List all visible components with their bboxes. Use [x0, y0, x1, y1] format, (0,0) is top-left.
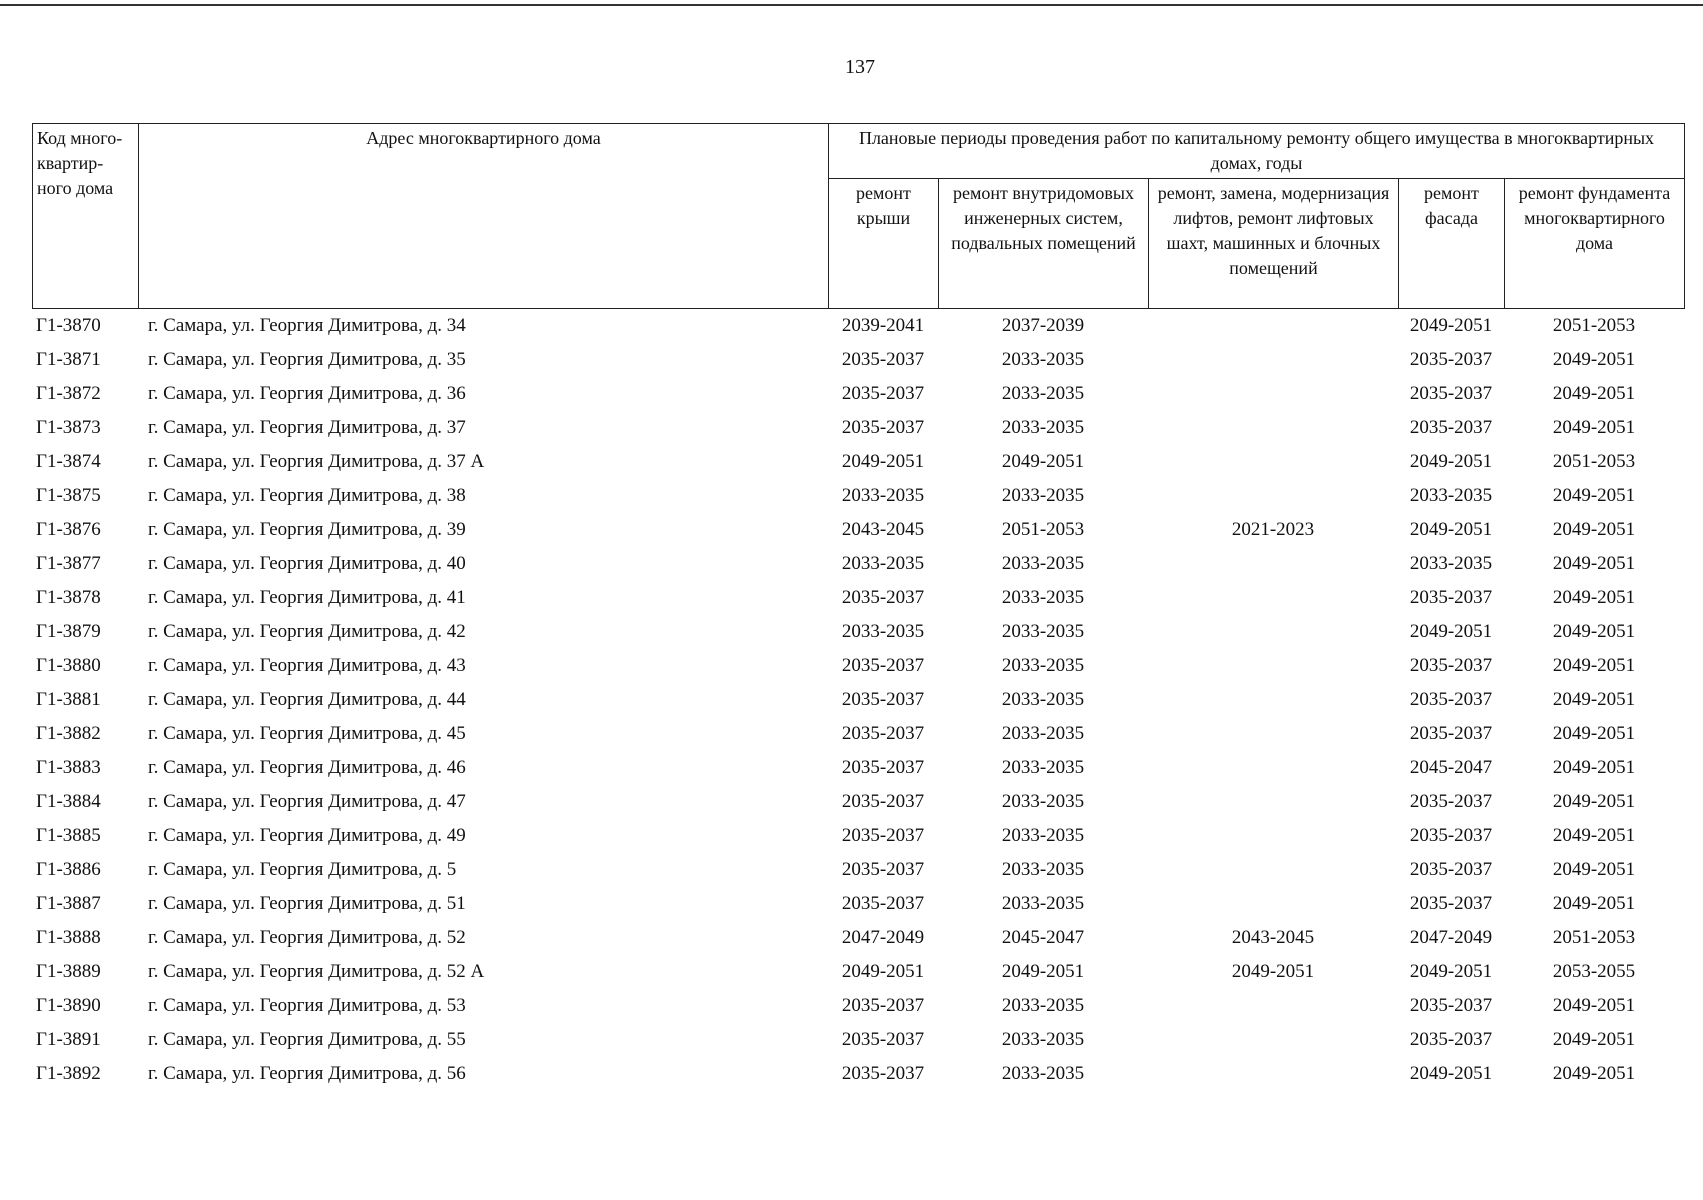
cell-foundation: 2051-2053 — [1552, 927, 1636, 948]
cell-lifts — [1148, 717, 1398, 751]
cell-code: Г1-3880 — [36, 655, 101, 676]
cell-address: г. Самара, ул. Георгия Димитрова, д. 35 — [148, 349, 466, 370]
cell-systems: 2037-2039 — [1001, 315, 1085, 336]
cell-foundation: 2049-2051 — [1552, 383, 1636, 404]
cell-roof: 2049-2051 — [841, 961, 925, 982]
cell-foundation: 2049-2051 — [1552, 859, 1636, 880]
cell-address: г. Самара, ул. Георгия Димитрова, д. 43 — [148, 655, 466, 676]
cell-address: г. Самара, ул. Георгия Димитрова, д. 52 — [148, 927, 466, 948]
cell-facade: 2035-2037 — [1409, 417, 1493, 438]
cell-systems: 2033-2035 — [1001, 383, 1085, 404]
cell-lifts — [1148, 853, 1398, 887]
table-row — [32, 343, 1684, 377]
cell-code: Г1-3888 — [36, 927, 101, 948]
cell-systems: 2033-2035 — [1001, 791, 1085, 812]
cell-lifts: 2049-2051 — [1231, 961, 1315, 982]
cell-address: г. Самара, ул. Георгия Димитрова, д. 37 А — [148, 451, 485, 472]
cell-roof: 2033-2035 — [841, 485, 925, 506]
cell-facade: 2035-2037 — [1409, 383, 1493, 404]
cell-foundation: 2051-2053 — [1552, 451, 1636, 472]
cell-facade: 2035-2037 — [1409, 723, 1493, 744]
cell-systems: 2033-2035 — [1001, 655, 1085, 676]
cell-foundation: 2053-2055 — [1552, 961, 1636, 982]
cell-facade: 2035-2037 — [1409, 995, 1493, 1016]
table-row — [32, 445, 1684, 479]
cell-code: Г1-3892 — [36, 1063, 101, 1084]
cell-systems: 2033-2035 — [1001, 859, 1085, 880]
cell-foundation: 2049-2051 — [1552, 417, 1636, 438]
cell-lifts — [1148, 887, 1398, 921]
header-facade: ремонт фасада — [1399, 179, 1505, 309]
cell-roof: 2035-2037 — [841, 349, 925, 370]
cell-facade: 2045-2047 — [1409, 757, 1493, 778]
cell-roof: 2035-2037 — [841, 417, 925, 438]
cell-address: г. Самара, ул. Георгия Димитрова, д. 45 — [148, 723, 466, 744]
table-body — [32, 309, 1684, 1091]
cell-address: г. Самара, ул. Георгия Димитрова, д. 46 — [148, 757, 466, 778]
cell-systems: 2045-2047 — [1001, 927, 1085, 948]
cell-roof: 2033-2035 — [841, 621, 925, 642]
cell-systems: 2033-2035 — [1001, 893, 1085, 914]
table-row — [32, 785, 1684, 819]
cell-foundation: 2049-2051 — [1552, 621, 1636, 642]
cell-code: Г1-3890 — [36, 995, 101, 1016]
table-row — [32, 1057, 1684, 1091]
cell-foundation: 2051-2053 — [1552, 315, 1636, 336]
cell-facade: 2035-2037 — [1409, 825, 1493, 846]
cell-facade: 2049-2051 — [1409, 961, 1493, 982]
table-row — [32, 853, 1684, 887]
cell-foundation: 2049-2051 — [1552, 995, 1636, 1016]
cell-roof: 2035-2037 — [841, 587, 925, 608]
cell-systems: 2033-2035 — [1001, 825, 1085, 846]
table-row — [32, 989, 1684, 1023]
cell-roof: 2035-2037 — [841, 859, 925, 880]
cell-address: г. Самара, ул. Георгия Димитрова, д. 44 — [148, 689, 466, 710]
cell-foundation: 2049-2051 — [1552, 723, 1636, 744]
cell-lifts — [1148, 751, 1398, 785]
cell-address: г. Самара, ул. Георгия Димитрова, д. 49 — [148, 825, 466, 846]
cell-roof: 2035-2037 — [841, 995, 925, 1016]
cell-address: г. Самара, ул. Георгия Димитрова, д. 40 — [148, 553, 466, 574]
capital-repair-table — [32, 123, 1684, 1091]
cell-code: Г1-3881 — [36, 689, 101, 710]
cell-facade: 2035-2037 — [1409, 689, 1493, 710]
cell-roof: 2039-2041 — [841, 315, 925, 336]
cell-lifts — [1148, 1057, 1398, 1091]
cell-code: Г1-3884 — [36, 791, 101, 812]
cell-systems: 2033-2035 — [1001, 553, 1085, 574]
cell-foundation: 2049-2051 — [1552, 1063, 1636, 1084]
cell-code: Г1-3883 — [36, 757, 101, 778]
cell-facade: 2033-2035 — [1409, 485, 1493, 506]
cell-lifts — [1148, 581, 1398, 615]
cell-facade: 2049-2051 — [1409, 315, 1493, 336]
cell-code: Г1-3882 — [36, 723, 101, 744]
cell-lifts — [1148, 649, 1398, 683]
cell-facade: 2035-2037 — [1409, 587, 1493, 608]
cell-code: Г1-3876 — [36, 519, 101, 540]
cell-systems: 2033-2035 — [1001, 1029, 1085, 1050]
cell-roof: 2035-2037 — [841, 1029, 925, 1050]
cell-roof: 2047-2049 — [841, 927, 925, 948]
cell-roof: 2035-2037 — [841, 383, 925, 404]
cell-foundation: 2049-2051 — [1552, 689, 1636, 710]
cell-foundation: 2049-2051 — [1552, 553, 1636, 574]
cell-lifts — [1148, 1023, 1398, 1057]
cell-systems: 2033-2035 — [1001, 689, 1085, 710]
cell-facade: 2035-2037 — [1409, 1029, 1493, 1050]
cell-address: г. Самара, ул. Георгия Димитрова, д. 41 — [148, 587, 466, 608]
cell-lifts — [1148, 819, 1398, 853]
cell-lifts — [1148, 615, 1398, 649]
cell-code: Г1-3877 — [36, 553, 101, 574]
cell-address: г. Самара, ул. Георгия Димитрова, д. 52 А — [148, 961, 485, 982]
table-row — [32, 547, 1684, 581]
cell-address: г. Самара, ул. Георгия Димитрова, д. 51 — [148, 893, 466, 914]
cell-lifts — [1148, 411, 1398, 445]
cell-systems: 2051-2053 — [1001, 519, 1085, 540]
table-row — [32, 683, 1684, 717]
table-row — [32, 887, 1684, 921]
cell-roof: 2035-2037 — [841, 825, 925, 846]
cell-code: Г1-3878 — [36, 587, 101, 608]
cell-code: Г1-3871 — [36, 349, 101, 370]
table-row — [32, 649, 1684, 683]
cell-roof: 2035-2037 — [841, 689, 925, 710]
table-row — [32, 309, 1684, 343]
cell-lifts — [1148, 547, 1398, 581]
cell-lifts — [1148, 343, 1398, 377]
cell-systems: 2033-2035 — [1001, 723, 1085, 744]
cell-address: г. Самара, ул. Георгия Димитрова, д. 34 — [148, 315, 466, 336]
cell-facade: 2035-2037 — [1409, 655, 1493, 676]
cell-systems: 2049-2051 — [1001, 451, 1085, 472]
cell-roof: 2049-2051 — [841, 451, 925, 472]
table-row — [32, 955, 1684, 989]
cell-roof: 2035-2037 — [841, 723, 925, 744]
cell-lifts — [1148, 377, 1398, 411]
cell-facade: 2035-2037 — [1409, 859, 1493, 880]
page-number: 137 — [845, 56, 875, 78]
cell-address: г. Самара, ул. Георгия Димитрова, д. 39 — [148, 519, 466, 540]
cell-lifts — [1148, 785, 1398, 819]
header-systems: ремонт внутридомовых инженерных систем, подвальных помещений — [939, 179, 1149, 309]
cell-systems: 2033-2035 — [1001, 349, 1085, 370]
header-foundation: ремонт фундамента многоквартирного дома — [1505, 179, 1685, 309]
cell-code: Г1-3889 — [36, 961, 101, 982]
cell-facade: 2049-2051 — [1409, 451, 1493, 472]
cell-code: Г1-3870 — [36, 315, 101, 336]
cell-address: г. Самара, ул. Георгия Димитрова, д. 53 — [148, 995, 466, 1016]
cell-foundation: 2049-2051 — [1552, 349, 1636, 370]
table-row — [32, 921, 1684, 955]
cell-facade: 2049-2051 — [1409, 1063, 1493, 1084]
cell-foundation: 2049-2051 — [1552, 825, 1636, 846]
table-row — [32, 751, 1684, 785]
top-rule — [0, 4, 1703, 6]
cell-code: Г1-3875 — [36, 485, 101, 506]
cell-address: г. Самара, ул. Георгия Димитрова, д. 47 — [148, 791, 466, 812]
cell-roof: 2035-2037 — [841, 655, 925, 676]
cell-systems: 2049-2051 — [1001, 961, 1085, 982]
cell-code: Г1-3885 — [36, 825, 101, 846]
header-address: Адрес многоквартирного дома — [139, 124, 829, 309]
header-periods: Плановые периоды проведения работ по капитальному ремонту общего имущества в многоквартирных домах, годы — [829, 124, 1685, 179]
cell-foundation: 2049-2051 — [1552, 893, 1636, 914]
table-row — [32, 411, 1684, 445]
cell-systems: 2033-2035 — [1001, 995, 1085, 1016]
cell-lifts — [1148, 309, 1398, 343]
cell-code: Г1-3879 — [36, 621, 101, 642]
cell-roof: 2035-2037 — [841, 757, 925, 778]
cell-address: г. Самара, ул. Георгия Димитрова, д. 37 — [148, 417, 466, 438]
header-roof: ремонт крыши — [829, 179, 939, 309]
cell-facade: 2047-2049 — [1409, 927, 1493, 948]
cell-facade: 2035-2037 — [1409, 791, 1493, 812]
cell-address: г. Самара, ул. Георгия Димитрова, д. 36 — [148, 383, 466, 404]
table-row — [32, 819, 1684, 853]
header-code: Код много-квартир-ного дома — [33, 124, 139, 309]
cell-roof: 2035-2037 — [841, 1063, 925, 1084]
cell-foundation: 2049-2051 — [1552, 1029, 1636, 1050]
cell-foundation: 2049-2051 — [1552, 655, 1636, 676]
cell-roof: 2043-2045 — [841, 519, 925, 540]
cell-lifts — [1148, 445, 1398, 479]
cell-roof: 2035-2037 — [841, 791, 925, 812]
cell-systems: 2033-2035 — [1001, 757, 1085, 778]
cell-lifts: 2021-2023 — [1231, 519, 1315, 540]
cell-systems: 2033-2035 — [1001, 1063, 1085, 1084]
cell-address: г. Самара, ул. Георгия Димитрова, д. 55 — [148, 1029, 466, 1050]
cell-systems: 2033-2035 — [1001, 621, 1085, 642]
cell-address: г. Самара, ул. Георгия Димитрова, д. 5 — [148, 859, 457, 880]
cell-foundation: 2049-2051 — [1552, 485, 1636, 506]
table-row — [32, 615, 1684, 649]
cell-facade: 2033-2035 — [1409, 553, 1493, 574]
cell-foundation: 2049-2051 — [1552, 587, 1636, 608]
cell-foundation: 2049-2051 — [1552, 791, 1636, 812]
cell-code: Г1-3874 — [36, 451, 101, 472]
table-row — [32, 377, 1684, 411]
cell-address: г. Самара, ул. Георгия Димитрова, д. 42 — [148, 621, 466, 642]
table-header — [32, 123, 1685, 309]
cell-code: Г1-3873 — [36, 417, 101, 438]
cell-address: г. Самара, ул. Георгия Димитрова, д. 38 — [148, 485, 466, 506]
table-row — [32, 717, 1684, 751]
cell-foundation: 2049-2051 — [1552, 519, 1636, 540]
cell-roof: 2035-2037 — [841, 893, 925, 914]
table-row — [32, 479, 1684, 513]
table-row — [32, 1023, 1684, 1057]
cell-facade: 2035-2037 — [1409, 349, 1493, 370]
cell-code: Г1-3886 — [36, 859, 101, 880]
cell-lifts — [1148, 683, 1398, 717]
cell-code: Г1-3872 — [36, 383, 101, 404]
cell-lifts — [1148, 479, 1398, 513]
cell-systems: 2033-2035 — [1001, 417, 1085, 438]
cell-lifts: 2043-2045 — [1231, 927, 1315, 948]
cell-roof: 2033-2035 — [841, 553, 925, 574]
cell-systems: 2033-2035 — [1001, 485, 1085, 506]
cell-foundation: 2049-2051 — [1552, 757, 1636, 778]
cell-facade: 2049-2051 — [1409, 621, 1493, 642]
cell-systems: 2033-2035 — [1001, 587, 1085, 608]
cell-code: Г1-3891 — [36, 1029, 101, 1050]
cell-facade: 2035-2037 — [1409, 893, 1493, 914]
cell-facade: 2049-2051 — [1409, 519, 1493, 540]
cell-code: Г1-3887 — [36, 893, 101, 914]
table-row — [32, 513, 1684, 547]
cell-lifts — [1148, 989, 1398, 1023]
cell-address: г. Самара, ул. Георгия Димитрова, д. 56 — [148, 1063, 466, 1084]
header-lifts: ремонт, замена, модернизация лифтов, ремонт лифтовых шахт, машинных и блочных помещений — [1149, 179, 1399, 309]
table-row — [32, 581, 1684, 615]
